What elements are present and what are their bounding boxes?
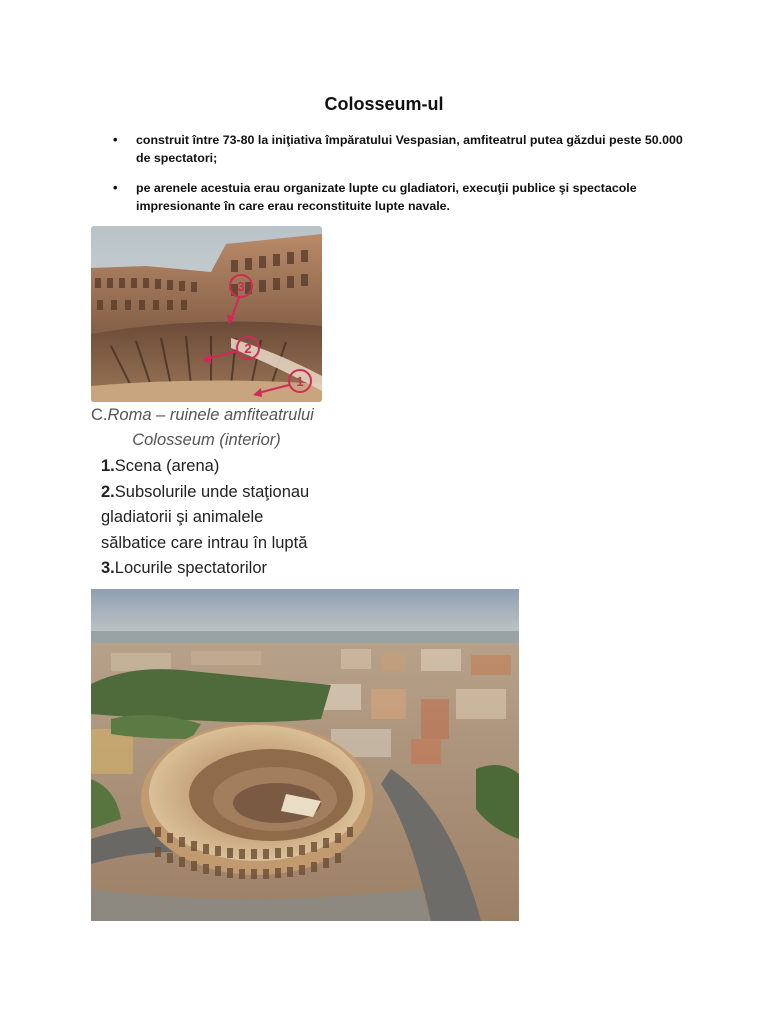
- page-title: Colosseum-ul: [324, 94, 444, 114]
- legend-number: 2.: [101, 482, 115, 501]
- marker-3: 3: [237, 279, 245, 294]
- legend-text: Locurile spectatorilor: [114, 559, 268, 577]
- bullet-text: construit între 73-80 la iniţiativa împăratului Vespasian, amfiteatrul putea găzdui peste 50.000 de spectatori;: [136, 133, 683, 165]
- figure-caption: [91, 403, 322, 453]
- legend-number: 3.: [101, 559, 115, 577]
- marker-2: 2: [244, 341, 252, 356]
- legend-line: [101, 505, 341, 531]
- legend-line: [101, 454, 341, 480]
- list-item: [113, 179, 683, 215]
- bullet-icon: •: [113, 132, 118, 147]
- list-item: [113, 131, 683, 167]
- caption-letter: C.: [91, 406, 108, 424]
- figure-legend: [101, 454, 341, 582]
- legend-text: Subsolurile unde staţionau: [114, 482, 310, 501]
- bullet-list: [113, 131, 683, 227]
- caption-line-2: Colosseum (interior): [132, 431, 281, 449]
- legend-line: [101, 556, 341, 582]
- bullet-text: pe arenele acestuia erau organizate lupte cu gladiatori, execuţii publice şi spectacole impresionante în care erau reconstituite lupte navale.: [136, 181, 637, 213]
- legend-text: gladiatorii şi animalele: [101, 508, 264, 526]
- legend-line: [101, 480, 341, 506]
- colosseum-interior-photo: [91, 226, 322, 402]
- legend-number: 1.: [101, 457, 115, 475]
- caption-line-1: [91, 403, 322, 428]
- legend-text: sălbatice care intrau în luptă: [101, 533, 308, 552]
- bullet-icon: •: [113, 180, 118, 195]
- caption-text-1: Roma – ruinele amfiteatrului: [107, 406, 314, 424]
- marker-1: 1: [296, 374, 304, 389]
- legend-text: Scena (arena): [114, 457, 220, 475]
- legend-line: [101, 531, 341, 557]
- colosseum-aerial-photo: [91, 589, 519, 921]
